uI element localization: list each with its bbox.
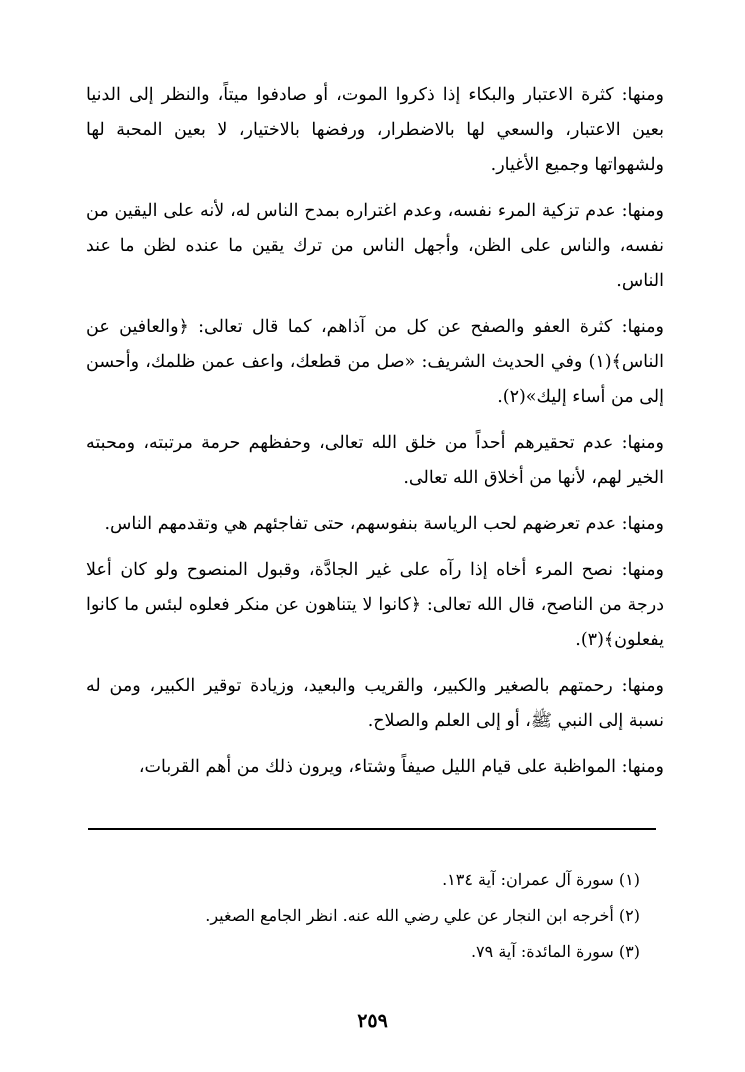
paragraph-8: ومنها: المواظبة على قيام الليل صيفاً وشتاء، ويرون ذلك من أهم القربات، [138, 757, 664, 777]
paragraph-1: ومنها: كثرة الاعتبار والبكاء إذا ذكروا الموت، أو صادفوا ميتاً، والنظر إلى الدنيا بعين الاعتبار، والسعي لها بالاضطرار، ورفضها بالاختيار، لا بعين المحبة لها ولشهواتها وجميع الأغيار. [86, 85, 664, 175]
footnote-divider [88, 828, 656, 830]
footnote-2: (٢) أخرجه ابن النجار عن علي رضي الله عنه. انظر الجامع الصغير. [205, 906, 640, 925]
paragraph-6: ومنها: نصح المرء أخاه إذا رآه على غير الجادَّة، وقبول المنصوح ولو كان أعلا درجة من الناصح، قال الله تعالى: ﴿كانوا لا يتناهون عن منكر فعلوه لبئس ما كانوا يفعلون﴾(٣). [86, 560, 664, 650]
paragraph-3: ومنها: كثرة العفو والصفح عن كل من آذاهم، كما قال تعالى: ﴿والعافين عن الناس﴾(١) وفي الحديث الشريف: «صل من قطعك، واعف عمن ظلمك، وأحسن إلى من أساء إليك»(٢). [86, 317, 664, 407]
paragraph-2: ومنها: عدم تزكية المرء نفسه، وعدم اغتراره بمدح الناس له، لأنه على اليقين من نفسه، والناس على الظن، وأجهل الناس من ترك يقين ما عنده لظن ما عند الناس. [86, 201, 664, 291]
page-number: ٢٥٩ [357, 1010, 388, 1032]
paragraph-4: ومنها: عدم تحقيرهم أحداً من خلق الله تعالى، وحفظهم حرمة مرتبته، ومحبته الخير لهم، لأنها من أخلاق الله تعالى. [86, 433, 664, 488]
paragraph-7: ومنها: رحمتهم بالصغير والكبير، والقريب والبعيد، وزيادة توقير الكبير، ومن له نسبة إلى النبي ﷺ، أو إلى العلم والصلاح. [86, 676, 664, 731]
footnotes [120, 866, 640, 974]
paragraph-5: ومنها: عدم تعرضهم لحب الرياسة بنفوسهم، حتى تفاجئهم هي وتقدمهم الناس. [104, 514, 664, 534]
footnote-3: (٣) سورة المائدة: آية ٧٩. [470, 942, 640, 961]
main-text [86, 78, 664, 796]
footnote-1: (١) سورة آل عمران: آية ١٣٤. [442, 870, 640, 889]
